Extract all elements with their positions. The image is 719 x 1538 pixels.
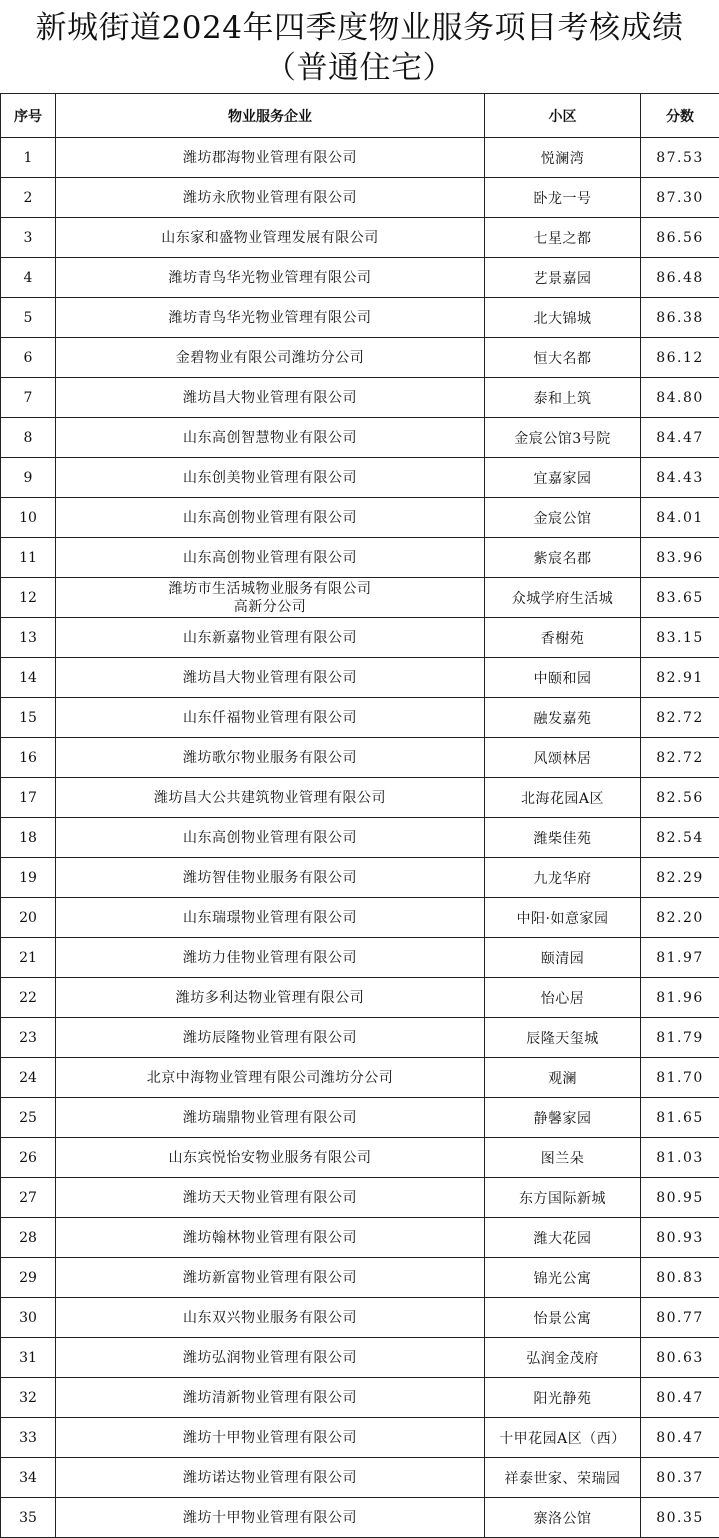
row-index: 34 (1, 1458, 56, 1498)
table-row (1, 1138, 719, 1178)
row-index: 23 (1, 1018, 56, 1058)
table-row (1, 1458, 719, 1498)
header-index: 序号 (1, 94, 56, 138)
header-score: 分数 (641, 94, 719, 138)
score-value: 80.35 (641, 1498, 719, 1538)
score-value: 82.20 (641, 898, 719, 938)
score-value: 81.79 (641, 1018, 719, 1058)
score-value: 84.43 (641, 458, 719, 498)
score-table (0, 93, 719, 1538)
row-index: 31 (1, 1338, 56, 1378)
score-value: 86.12 (641, 338, 719, 378)
community-name: 金宸公馆 (485, 498, 641, 538)
row-index: 28 (1, 1218, 56, 1258)
community-name: 十甲花园A区（西） (485, 1418, 641, 1458)
table-body (1, 138, 719, 1538)
table-row (1, 938, 719, 978)
row-index: 8 (1, 418, 56, 458)
company-name: 潍坊辰隆物业管理有限公司 (56, 1018, 485, 1058)
table-row (1, 418, 719, 458)
community-name: 宜嘉家园 (485, 458, 641, 498)
community-name: 图兰朵 (485, 1138, 641, 1178)
score-value: 84.80 (641, 378, 719, 418)
score-value: 80.47 (641, 1378, 719, 1418)
row-index: 2 (1, 178, 56, 218)
row-index: 9 (1, 458, 56, 498)
row-index: 20 (1, 898, 56, 938)
community-name: 怡心居 (485, 978, 641, 1018)
company-name: 山东高创智慧物业有限公司 (56, 418, 485, 458)
row-index: 18 (1, 818, 56, 858)
table-row (1, 1218, 719, 1258)
score-value: 80.47 (641, 1418, 719, 1458)
row-index: 30 (1, 1298, 56, 1338)
community-name: 九龙华府 (485, 858, 641, 898)
company-name: 山东高创物业管理有限公司 (56, 538, 485, 578)
company-name: 潍坊力佳物业管理有限公司 (56, 938, 485, 978)
company-name: 潍坊昌大物业管理有限公司 (56, 378, 485, 418)
community-name: 东方国际新城 (485, 1178, 641, 1218)
row-index: 24 (1, 1058, 56, 1098)
row-index: 11 (1, 538, 56, 578)
company-name: 山东仟福物业管理有限公司 (56, 698, 485, 738)
company-name: 山东家和盛物业管理发展有限公司 (56, 218, 485, 258)
score-value: 80.93 (641, 1218, 719, 1258)
community-name: 融发嘉苑 (485, 698, 641, 738)
table-row (1, 1378, 719, 1418)
row-index: 1 (1, 138, 56, 178)
company-name: 潍坊市生活城物业服务有限公司 高新分公司 (56, 578, 485, 618)
score-value: 84.47 (641, 418, 719, 458)
score-value: 83.65 (641, 578, 719, 618)
company-name: 潍坊昌大公共建筑物业管理有限公司 (56, 778, 485, 818)
table-row (1, 378, 719, 418)
company-name: 潍坊瑞鼎物业管理有限公司 (56, 1098, 485, 1138)
table-row (1, 1298, 719, 1338)
company-name: 潍坊青鸟华光物业管理有限公司 (56, 258, 485, 298)
header-row (1, 94, 719, 138)
score-value: 81.97 (641, 938, 719, 978)
score-value: 82.56 (641, 778, 719, 818)
score-value: 86.56 (641, 218, 719, 258)
row-index: 10 (1, 498, 56, 538)
score-value: 80.77 (641, 1298, 719, 1338)
row-index: 25 (1, 1098, 56, 1138)
row-index: 27 (1, 1178, 56, 1218)
row-index: 15 (1, 698, 56, 738)
company-name: 北京中海物业管理有限公司潍坊分公司 (56, 1058, 485, 1098)
score-value: 87.30 (641, 178, 719, 218)
table-row (1, 338, 719, 378)
company-name: 山东新嘉物业管理有限公司 (56, 618, 485, 658)
community-name: 七星之都 (485, 218, 641, 258)
company-name: 潍坊智佳物业服务有限公司 (56, 858, 485, 898)
title-line-1: 新城街道2024年四季度物业服务项目考核成绩 (35, 10, 684, 46)
community-name: 辰隆天玺城 (485, 1018, 641, 1058)
community-name: 观澜 (485, 1058, 641, 1098)
company-name: 潍坊弘润物业管理有限公司 (56, 1338, 485, 1378)
score-value: 82.72 (641, 698, 719, 738)
table-row (1, 1058, 719, 1098)
company-name: 金碧物业有限公司潍坊分公司 (56, 338, 485, 378)
row-index: 32 (1, 1378, 56, 1418)
company-name: 潍坊新富物业管理有限公司 (56, 1258, 485, 1298)
score-value: 81.65 (641, 1098, 719, 1138)
table-row (1, 1498, 719, 1538)
community-name: 中阳·如意家园 (485, 898, 641, 938)
row-index: 17 (1, 778, 56, 818)
score-value: 86.38 (641, 298, 719, 338)
table-row (1, 778, 719, 818)
table-row (1, 698, 719, 738)
row-index: 4 (1, 258, 56, 298)
table-row (1, 258, 719, 298)
community-name: 北海花园A区 (485, 778, 641, 818)
community-name: 祥泰世家、荣瑞园 (485, 1458, 641, 1498)
community-name: 众城学府生活城 (485, 578, 641, 618)
score-value: 80.83 (641, 1258, 719, 1298)
table-row (1, 1178, 719, 1218)
community-name: 弘润金茂府 (485, 1338, 641, 1378)
community-name: 泰和上筑 (485, 378, 641, 418)
company-name: 山东宾悦怡安物业服务有限公司 (56, 1138, 485, 1178)
row-index: 6 (1, 338, 56, 378)
table-row (1, 858, 719, 898)
title-line-2: （普通住宅） (265, 50, 454, 86)
row-index: 5 (1, 298, 56, 338)
row-index: 12 (1, 578, 56, 618)
community-name: 北大锦城 (485, 298, 641, 338)
company-name: 山东创美物业管理有限公司 (56, 458, 485, 498)
company-name: 潍坊青鸟华光物业管理有限公司 (56, 298, 485, 338)
row-index: 13 (1, 618, 56, 658)
table-row (1, 178, 719, 218)
table-row (1, 1018, 719, 1058)
community-name: 潍大花园 (485, 1218, 641, 1258)
score-value: 81.96 (641, 978, 719, 1018)
table-row (1, 218, 719, 258)
header-company: 物业服务企业 (56, 94, 485, 138)
row-index: 35 (1, 1498, 56, 1538)
table-row (1, 1258, 719, 1298)
community-name: 怡景公寓 (485, 1298, 641, 1338)
row-index: 14 (1, 658, 56, 698)
score-value: 82.54 (641, 818, 719, 858)
company-name: 潍坊永欣物业管理有限公司 (56, 178, 485, 218)
score-value: 83.96 (641, 538, 719, 578)
community-name: 悦澜湾 (485, 138, 641, 178)
table-row (1, 498, 719, 538)
community-name: 寨洛公馆 (485, 1498, 641, 1538)
table-row (1, 538, 719, 578)
company-name: 潍坊天天物业管理有限公司 (56, 1178, 485, 1218)
score-value: 80.95 (641, 1178, 719, 1218)
table-row (1, 1338, 719, 1378)
score-value: 82.91 (641, 658, 719, 698)
company-name: 潍坊翰林物业管理有限公司 (56, 1218, 485, 1258)
company-name: 潍坊郡海物业管理有限公司 (56, 138, 485, 178)
document-title (0, 0, 719, 93)
row-index: 26 (1, 1138, 56, 1178)
table-row (1, 738, 719, 778)
table-row (1, 978, 719, 1018)
company-name: 潍坊昌大物业管理有限公司 (56, 658, 485, 698)
header-community: 小区 (485, 94, 641, 138)
table-row (1, 658, 719, 698)
community-name: 锦光公寓 (485, 1258, 641, 1298)
table-row (1, 898, 719, 938)
score-value: 83.15 (641, 618, 719, 658)
row-index: 33 (1, 1418, 56, 1458)
row-index: 3 (1, 218, 56, 258)
community-name: 风颂林居 (485, 738, 641, 778)
community-name: 恒大名都 (485, 338, 641, 378)
table-row (1, 818, 719, 858)
score-value: 80.37 (641, 1458, 719, 1498)
company-name: 潍坊十甲物业管理有限公司 (56, 1498, 485, 1538)
row-index: 7 (1, 378, 56, 418)
score-value: 86.48 (641, 258, 719, 298)
score-value: 81.03 (641, 1138, 719, 1178)
table-row (1, 138, 719, 178)
score-value: 87.53 (641, 138, 719, 178)
row-index: 29 (1, 1258, 56, 1298)
company-name: 潍坊清新物业管理有限公司 (56, 1378, 485, 1418)
score-value: 84.01 (641, 498, 719, 538)
company-name: 潍坊多利达物业管理有限公司 (56, 978, 485, 1018)
community-name: 静馨家园 (485, 1098, 641, 1138)
community-name: 卧龙一号 (485, 178, 641, 218)
community-name: 中颐和园 (485, 658, 641, 698)
table-row (1, 1418, 719, 1458)
community-name: 阳光静苑 (485, 1378, 641, 1418)
table-row (1, 298, 719, 338)
row-index: 22 (1, 978, 56, 1018)
community-name: 颐清园 (485, 938, 641, 978)
community-name: 香榭苑 (485, 618, 641, 658)
community-name: 艺景嘉园 (485, 258, 641, 298)
community-name: 紫宸名郡 (485, 538, 641, 578)
score-value: 81.70 (641, 1058, 719, 1098)
community-name: 潍柴佳苑 (485, 818, 641, 858)
company-name: 潍坊十甲物业管理有限公司 (56, 1418, 485, 1458)
company-name: 山东瑞璟物业管理有限公司 (56, 898, 485, 938)
company-name: 山东高创物业管理有限公司 (56, 818, 485, 858)
company-name: 山东高创物业管理有限公司 (56, 498, 485, 538)
row-index: 21 (1, 938, 56, 978)
table-row (1, 578, 719, 618)
row-index: 19 (1, 858, 56, 898)
score-value: 82.29 (641, 858, 719, 898)
row-index: 16 (1, 738, 56, 778)
table-row (1, 1098, 719, 1138)
table-row (1, 618, 719, 658)
community-name: 金宸公馆3号院 (485, 418, 641, 458)
company-name: 山东双兴物业服务有限公司 (56, 1298, 485, 1338)
company-name: 潍坊诺达物业管理有限公司 (56, 1458, 485, 1498)
score-value: 82.72 (641, 738, 719, 778)
company-name: 潍坊歌尔物业服务有限公司 (56, 738, 485, 778)
table-row (1, 458, 719, 498)
score-value: 80.63 (641, 1338, 719, 1378)
